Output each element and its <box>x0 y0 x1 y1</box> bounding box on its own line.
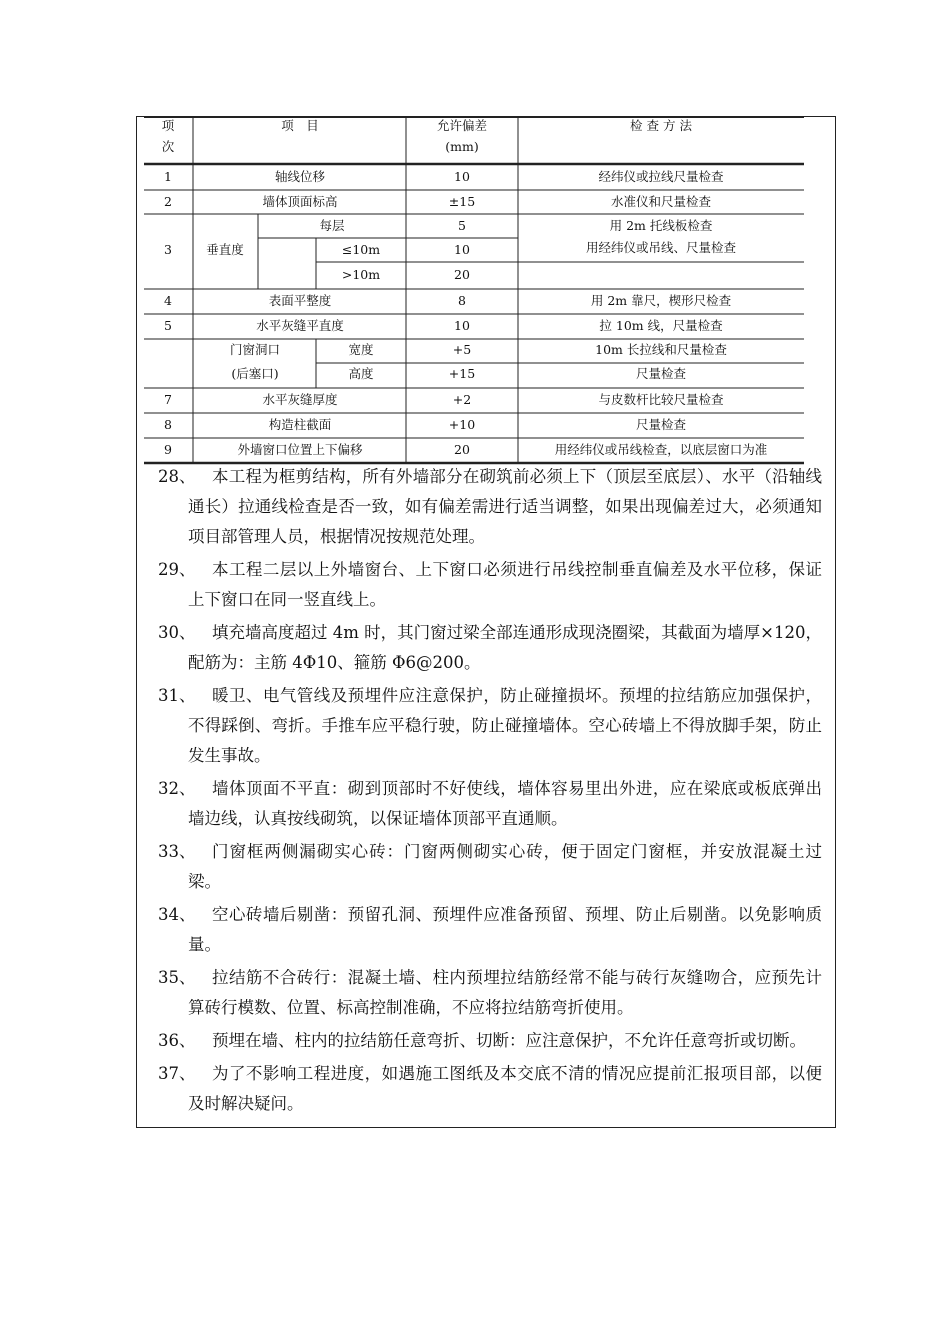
row6-width-tolerance: +5 <box>452 342 472 357</box>
note-number: 34、 <box>158 905 196 924</box>
row9-index: 9 <box>164 442 172 457</box>
row3-index: 3 <box>164 242 172 257</box>
note-text: 墙体顶面不平直：砌到顶部时不好使线，墙体容易里出外进，应在梁底或板底弹出墙边线，认真按线砌筑，以保证墙体顶部平直通顺。 <box>188 779 822 828</box>
row4-method: 用 2m 靠尺，楔形尺检查 <box>590 293 732 308</box>
row7-index: 7 <box>164 392 172 407</box>
row6-group-bottom: (后塞口) <box>231 366 279 381</box>
note-text: 空心砖墙后剔凿：预留孔洞、预埋件应准备预留、预埋、防止后剔凿。以免影响质量。 <box>188 905 822 954</box>
note-number: 36、 <box>158 1031 196 1050</box>
note-number: 37、 <box>158 1064 196 1083</box>
row9-tolerance: 20 <box>454 442 470 457</box>
header-item: 项 目 <box>281 118 319 133</box>
row1-item: 轴线位移 <box>274 169 326 184</box>
row3-per-floor: 每层 <box>319 218 345 233</box>
row8-index: 8 <box>164 417 172 432</box>
row5-item: 水平灰缝平直度 <box>256 318 344 333</box>
note-text: 本工程二层以上外墙窗台、上下窗口必须进行吊线控制垂直偏差及水平位移，保证上下窗口在同一竖直线上。 <box>188 560 822 609</box>
note-text: 暖卫、电气管线及预埋件应注意保护，防止碰撞损坏。预埋的拉结筋应加强保护，不得踩倒、弯折。手推车应平稳行驶，防止碰撞墙体。空心砖墙上不得放脚手架，防止发生事故。 <box>188 686 822 765</box>
row8-tolerance: +10 <box>448 417 476 432</box>
row1-index: 1 <box>164 169 172 184</box>
note-item <box>158 462 822 552</box>
note-text: 本工程为框剪结构，所有外墙部分在砌筑前必须上下（顶层至底层）、水平（沿轴线通长）拉通线检查是否一致，如有偏差需进行适当调整，如果出现偏差过大，必须通知项目部管理人员，根据情况按规范处理。 <box>188 467 822 546</box>
row4-index: 4 <box>164 293 172 308</box>
row6-height-tolerance: +15 <box>448 366 476 381</box>
row3-per-floor-tolerance: 5 <box>458 218 466 233</box>
note-item <box>158 618 822 678</box>
row5-tolerance: 10 <box>454 318 470 333</box>
header-tolerance-top: 允许偏差 <box>436 118 488 133</box>
header-tolerance-bottom: (mm) <box>445 139 479 154</box>
note-text: 填充墙高度超过 4m 时，其门窗过梁全部连通形成现浇圈梁，其截面为墙厚×120，配筋为：主筋 4Φ10、箍筋 Φ6@200。 <box>188 623 822 672</box>
row7-tolerance: +2 <box>452 392 472 407</box>
row3-full-gt: >10m <box>341 267 381 282</box>
note-item <box>158 963 822 1023</box>
note-number: 32、 <box>158 779 196 798</box>
row7-item: 水平灰缝厚度 <box>262 392 338 407</box>
row1-tolerance: 10 <box>454 169 470 184</box>
row3-full-method: 用经纬仪或吊线、尺量检查 <box>585 240 737 255</box>
header-index-top: 项 <box>161 118 175 133</box>
row5-method: 拉 10m 线，尺量检查 <box>599 318 723 333</box>
row3-full-le-tolerance: 10 <box>454 242 470 257</box>
row1-method: 经纬仪或拉线尺量检查 <box>598 169 724 184</box>
note-item <box>158 900 822 960</box>
header-index-bottom: 次 <box>161 139 175 154</box>
note-number: 31、 <box>158 686 196 705</box>
note-item <box>158 837 822 897</box>
tolerance-table <box>0 0 950 470</box>
row2-item: 墙体顶面标高 <box>262 194 338 209</box>
row3-full-gt-tolerance: 20 <box>454 267 470 282</box>
row2-tolerance: ±15 <box>448 194 476 209</box>
note-item <box>158 681 822 771</box>
row6-width-method: 10m 长拉线和尺量检查 <box>595 342 727 357</box>
note-item <box>158 1026 822 1056</box>
row6-group-top: 门窗洞口 <box>229 342 281 357</box>
note-text: 预埋在墙、柱内的拉结筋任意弯折、切断：应注意保护，不允许任意弯折或切断。 <box>212 1031 806 1050</box>
row6-width: 宽度 <box>348 342 374 357</box>
row6-height: 高度 <box>348 366 374 381</box>
row8-item: 构造柱截面 <box>268 417 332 432</box>
row3-full-le: ≤10m <box>341 242 381 257</box>
row2-method: 水准仪和尺量检查 <box>610 194 712 209</box>
row8-method: 尺量检查 <box>635 417 687 432</box>
row9-method: 用经纬仪或吊线检查，以底层窗口为准 <box>554 442 768 457</box>
header-method: 检 查 方 法 <box>630 118 692 133</box>
note-text: 拉结筋不合砖行：混凝土墙、柱内预埋拉结筋经常不能与砖行灰缝吻合，应预先计算砖行模数、位置、标高控制准确，不应将拉结筋弯折使用。 <box>188 968 822 1017</box>
note-number: 29、 <box>158 560 196 579</box>
note-item <box>158 555 822 615</box>
row3-per-floor-method: 用 2m 托线板检查 <box>609 218 713 233</box>
row4-item: 表面平整度 <box>268 293 332 308</box>
row5-index: 5 <box>164 318 172 333</box>
note-text: 为了不影响工程进度，如遇施工图纸及本交底不清的情况应提前汇报项目部，以便及时解决疑问。 <box>188 1064 822 1113</box>
row6-height-method: 尺量检查 <box>635 366 687 381</box>
note-number: 35、 <box>158 968 196 987</box>
note-item <box>158 1059 822 1119</box>
note-text: 门窗框两侧漏砌实心砖：门窗两侧砌实心砖，便于固定门窗框，并安放混凝土过梁。 <box>188 842 822 891</box>
row4-tolerance: 8 <box>458 293 466 308</box>
row9-item: 外墙窗口位置上下偏移 <box>237 442 363 457</box>
note-number: 28、 <box>158 467 196 486</box>
note-item <box>158 774 822 834</box>
row2-index: 2 <box>164 194 172 209</box>
note-number: 33、 <box>158 842 196 861</box>
note-number: 30、 <box>158 623 196 642</box>
notes-list <box>158 462 822 1122</box>
row7-method: 与皮数杆比较尺量检查 <box>598 392 724 407</box>
row3-group: 垂直度 <box>206 242 244 257</box>
